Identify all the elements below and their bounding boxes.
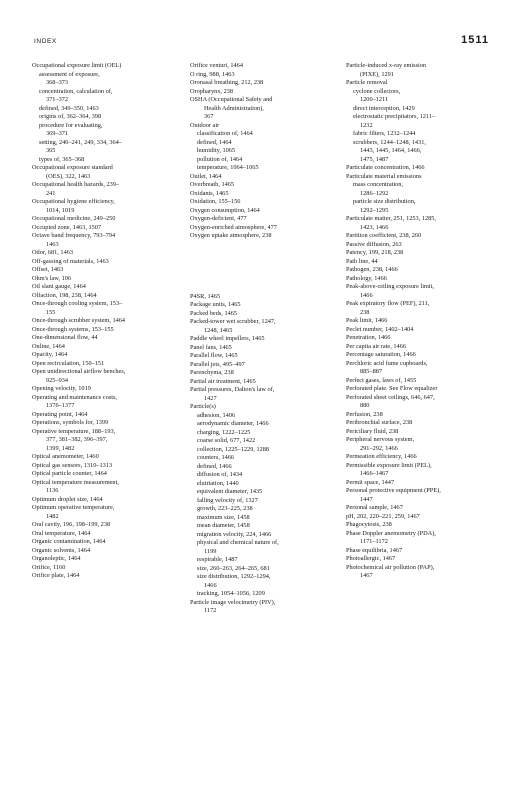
index-column-3: [346, 62, 494, 581]
index-entry: size distribution, 1292–1294,: [197, 573, 271, 580]
index-entry: 925–934: [46, 376, 69, 384]
index-entry: Perfect gases, laws of, 1455: [346, 376, 417, 384]
index-entry: Occupational health hazards, 239–: [32, 181, 120, 188]
index-entry: migration velocity, 224, 1466: [197, 530, 272, 538]
index-entry: 1172: [204, 607, 217, 614]
index-entry: Optical particle counter, 1464: [32, 470, 107, 477]
index-entry: Operating point, 1464: [32, 410, 88, 418]
index-entry: defined, 1464: [197, 138, 232, 146]
index-entry: Overbreath, 1465: [190, 181, 235, 188]
index-entry: coarse solid, 677, 1422: [197, 437, 256, 444]
index-entry: Peclet number, 1402–1404: [346, 325, 414, 333]
index-entry: tracking, 1054–1056, 1209: [197, 590, 265, 597]
index-entry: counters, 1466: [197, 454, 235, 461]
index-entry: Offset, 1463: [32, 266, 64, 273]
index-entry: Partial pressures, Dalton's law of,: [190, 386, 275, 393]
index-entry: assessment of exposure,: [39, 70, 100, 78]
index-entry: Patency, 199, 218, 238: [346, 249, 404, 256]
index-entry: 1466–1467: [360, 470, 389, 477]
index-entry: Optimum operative temperature,: [32, 504, 115, 511]
index-entry: Once-through scrubber system, 1464: [32, 317, 126, 324]
index-entry: Occupational hygiene efficiency,: [32, 198, 115, 205]
index-entry: Particulate matter, 251, 1253, 1285,: [346, 215, 436, 222]
index-entry: Packed-tower wet scrubber, 1247,: [190, 318, 276, 325]
index-entry: Once-through systems, 153–155: [32, 325, 114, 333]
index-entry: 238: [360, 308, 370, 316]
index-entry: Off-gassing of materials, 1463: [32, 257, 109, 265]
index-entry: Oronasal breathing, 212, 238: [190, 79, 264, 86]
index-entry: Oral cavity, 196, 198–199, 238: [32, 521, 111, 528]
index-entry: growth, 223–225, 238: [197, 505, 253, 512]
index-entry: Penetration, 1466: [346, 334, 391, 341]
index-entry: 155: [46, 308, 56, 316]
index-entry: Oropharynx, 238: [190, 87, 234, 95]
index-entry: Oxygen-enriched atmosphere, 477: [190, 223, 277, 231]
index-entry: 377, 381–382, 396–397,: [46, 436, 108, 443]
index-entry: Occupational exposure standard: [32, 164, 113, 171]
index-entry: Online, 1464: [32, 342, 65, 350]
index-entry: Orifice, 1160: [32, 563, 66, 571]
index-entry: pH, 202, 220–221, 259, 1467: [346, 512, 420, 520]
index-entry: Partition coefficient, 238, 260: [346, 232, 422, 239]
index-entry: 1443, 1445, 1464, 1466,: [360, 147, 422, 154]
index-entry: origins of, 362–364, 398: [39, 113, 102, 120]
index-entry: Outlet, 1464: [190, 172, 222, 180]
index-entry: 1232: [360, 121, 373, 129]
index-entry: mean diameter, 1458: [197, 522, 250, 529]
index-entry: Orifice plate, 1464: [32, 572, 80, 579]
running-head: INDEX: [34, 38, 57, 45]
index-entry: 1466: [204, 581, 217, 589]
index-entry: Operations, symbols for, 1399: [32, 419, 109, 426]
index-entry: 371–372: [46, 96, 69, 103]
index-entry: physical and chemical nature of,: [197, 539, 279, 546]
index-entry: 1467: [360, 572, 373, 579]
index-entry: Particle removal: [346, 79, 388, 86]
index-entry: (OES), 322, 1463: [46, 172, 91, 180]
index-entry: Occupied zone, 1463, 1507: [32, 223, 102, 231]
index-entry: Paddle wheel impellers, 1465: [190, 335, 265, 342]
index-entry: Orifice venturi, 1464: [190, 62, 243, 69]
index-entry: Particle image velocimetry (PIV),: [190, 598, 276, 606]
index-entry: 1376–1377: [46, 402, 75, 409]
index-entry: Open unidirectional airflow benches,: [32, 368, 126, 375]
index-entry: Oxidants, 1465: [190, 189, 229, 197]
index-entry: Organic contamination, 1464: [32, 538, 106, 545]
index-entry: Peak limit, 1466: [346, 317, 388, 324]
index-entry: adhesion, 1406: [197, 411, 236, 419]
index-entry: classification of, 1464: [197, 130, 253, 137]
index-entry: Outdoor air: [190, 121, 220, 129]
index-entry: 241: [46, 189, 56, 197]
index-entry: Photoallergic, 1467: [346, 555, 396, 562]
index-entry: Optical temperature measurement,: [32, 478, 119, 486]
index-entry: Perforated plate. See Flow equalizer: [346, 385, 438, 392]
index-entry: Particulate material emissions: [346, 172, 422, 180]
index-entry: charging, 1222–1225: [197, 428, 251, 436]
index-entry: Oxygen consumption, 1464: [190, 206, 260, 214]
index-entry: Parenchyma, 238: [190, 369, 234, 376]
index-entry: 1200–1211: [360, 96, 389, 103]
index-entry: Olfaction, 198, 238, 1464: [32, 291, 97, 299]
index-entry: 367: [204, 113, 214, 120]
index-entry: Ohm's law, 106: [32, 274, 72, 282]
index-entry: Perforated sheet ceilings, 646, 647,: [346, 393, 435, 401]
index-entry: 1423, 1466: [360, 223, 389, 231]
index-entry: direct interception, 1429: [353, 104, 415, 112]
index-entry: fabric filters, 1232–1244: [353, 130, 416, 137]
index-entry: 1171–1172: [360, 538, 388, 545]
index-entry: Photochemical air pollution (PAP),: [346, 563, 435, 571]
index-entry: Pathology, 1466: [346, 274, 387, 282]
index-entry: defined, 1466: [197, 462, 232, 470]
index-entry: Particulate concentration, 1466: [346, 164, 425, 171]
index-entry: Parallel flow, 1465: [190, 352, 238, 359]
index-entry: Percentage saturation, 1466: [346, 351, 416, 358]
index-entry: elutriation, 1440: [197, 479, 239, 487]
index-entry: defined, 349–350, 1463: [39, 104, 99, 112]
index-entry: respirable, 1487: [197, 556, 238, 563]
index-column-2: [190, 62, 338, 616]
index-entry: Path line, 44: [346, 257, 378, 265]
index-entry: Phagocytosis, 238: [346, 521, 392, 528]
index-entry: Oral temperature, 1464: [32, 529, 91, 537]
index-entry: Operative temperature, 188–193,: [32, 427, 116, 435]
index-entry: Package units, 1465: [190, 301, 241, 308]
index-entry: O ring, 988, 1463: [190, 70, 235, 78]
index-entry: 1248, 1465: [204, 326, 233, 334]
index-entry: 365: [46, 147, 56, 154]
index-entry: 1136: [46, 487, 59, 494]
index-entry: Optical anemometer, 1460: [32, 453, 99, 460]
page-number: 1511: [461, 34, 489, 46]
index-entry: Periciliary fluid, 238: [346, 427, 399, 435]
index-entry: 880: [360, 402, 370, 409]
index-entry: One-dimensional flow, 44: [32, 334, 98, 341]
index-entry: setting, 240–241, 249, 334, 364–: [39, 138, 122, 146]
index-entry: equivalent diameter, 1435: [197, 488, 263, 495]
index-entry: 1482: [46, 512, 59, 520]
index-entry: Perchloric acid fume cupboards,: [346, 359, 428, 367]
index-entry: pollution of, 1464: [197, 155, 243, 163]
index-entry: cyclone collectors,: [353, 87, 401, 95]
index-entry: Permeation efficiency, 1466: [346, 453, 417, 460]
index-entry: Peribronchial surface, 238: [346, 419, 413, 426]
index-entry: 1463: [46, 240, 59, 248]
index-entry: 1199: [204, 547, 217, 555]
index-entry: Personal sample, 1467: [346, 504, 403, 511]
index-entry: 885–887: [360, 368, 383, 375]
index-entry: maximum size, 1458: [197, 513, 250, 521]
index-entry: size, 260–263, 264–265, 681: [197, 564, 270, 572]
index-entry: 291–292, 1466: [360, 444, 398, 452]
index-entry: Particle(s): [190, 403, 216, 410]
index-entry: Phase Doppler anemometry (PDA),: [346, 529, 436, 537]
index-entry: 1014, 1019: [46, 206, 75, 214]
index-entry: Particle-induced x-ray emission: [346, 62, 427, 69]
index-entry: Oxygen uptake atmosphere, 238: [190, 232, 272, 239]
index-entry: Operating and maintenance costs,: [32, 393, 117, 401]
index-entry: electrostatic precipitators, 1211–: [353, 113, 436, 120]
index-entry: 369–371: [46, 130, 69, 137]
index-entry: Organic solvents, 1464: [32, 546, 91, 554]
index-entry: Perfusion, 238: [346, 410, 383, 418]
index-entry: P4SR, 1465: [190, 292, 221, 300]
index-entry: aerodynamic diameter, 1466: [197, 420, 269, 427]
index-entry: 1447: [360, 495, 373, 503]
index-entry: Odor, 681, 1463: [32, 249, 74, 256]
index-entry: Panel fans, 1465: [190, 343, 232, 351]
index-entry: Permit space, 1447: [346, 478, 395, 486]
index-entry: types of, 365–368: [39, 155, 85, 163]
index-entry: (PIXE), 1291: [360, 70, 394, 78]
index-entry: Opacity, 1464: [32, 351, 68, 358]
index-entry: Peak-above-ceiling exposure limit,: [346, 283, 434, 290]
index-entry: falling velocity of, 1327: [197, 496, 258, 504]
index-entry: Optical gas sensors, 1310–1313: [32, 461, 113, 469]
index-entry: Passive diffusion, 263: [346, 240, 402, 248]
index-entry: concentration, calculation of,: [39, 87, 113, 95]
index-entry: Packed beds, 1465: [190, 309, 238, 317]
index-entry: Per capita air rate, 1466: [346, 342, 406, 350]
index-entry: Oxygen-deficient, 477: [190, 215, 247, 222]
index-entry: Permissible exposure limit (PEL),: [346, 461, 432, 469]
index-entry: Occupational exposure limit (OEL): [32, 62, 122, 69]
index-entry: 1399, 1482: [46, 444, 75, 452]
index-column-1: [32, 62, 180, 581]
index-entry: Oil slant gauge, 1464: [32, 283, 86, 290]
index-entry: collection, 1225–1229, 1288: [197, 445, 270, 453]
index-entry: 1475, 1487: [360, 155, 389, 163]
index-entry: procedure for evaluating,: [39, 121, 103, 129]
index-entry: humidity, 1065: [197, 147, 236, 154]
index-entry: Octave band frequency, 793–794: [32, 232, 116, 239]
index-entry: Phase equilibria, 1467: [346, 546, 403, 554]
index-entry: Health Administration),: [204, 104, 264, 112]
index-entry: temperature, 1064–1065: [197, 164, 259, 171]
index-entry: Open recirculation, 150–151: [32, 359, 105, 367]
index-entry: Peripheral nervous system,: [346, 436, 415, 443]
index-entry: Optimum droplet size, 1464: [32, 495, 103, 503]
index-entry: particle size distribution,: [353, 198, 416, 205]
index-entry: Pathogen, 238, 1466: [346, 266, 398, 273]
index-entry: Partial air treatment, 1465: [190, 377, 256, 385]
index-entry: Once-through cooling system, 153–: [32, 300, 123, 307]
index-entry: scrubbers, 1244–1248, 1431,: [353, 138, 426, 146]
index-entry: Opening velocity, 1019: [32, 385, 91, 392]
index-entry: 1466: [360, 291, 373, 299]
index-entry: Peak expiratory flow (PEF), 211,: [346, 300, 430, 307]
index-entry: Parallel jets, 495–497: [190, 360, 245, 368]
index-entry: Oxidation, 155–156: [190, 198, 241, 205]
index-entry: Personal protective equipment (PPE),: [346, 487, 441, 494]
index-entry: 1292–1295: [360, 206, 389, 214]
index-entry: mass concentration,: [353, 181, 404, 188]
index-entry: 368–373: [46, 79, 69, 86]
index-entry: Occupational medicine, 249–250: [32, 215, 116, 222]
index-entry: 1286–1292: [360, 189, 389, 197]
index-entry: 1427: [204, 394, 217, 402]
index-entry: OSHA (Occupational Safety and: [190, 96, 273, 103]
index-entry: diffusion of, 1434: [197, 471, 243, 478]
index-entry: Organoleptic, 1464: [32, 555, 81, 562]
